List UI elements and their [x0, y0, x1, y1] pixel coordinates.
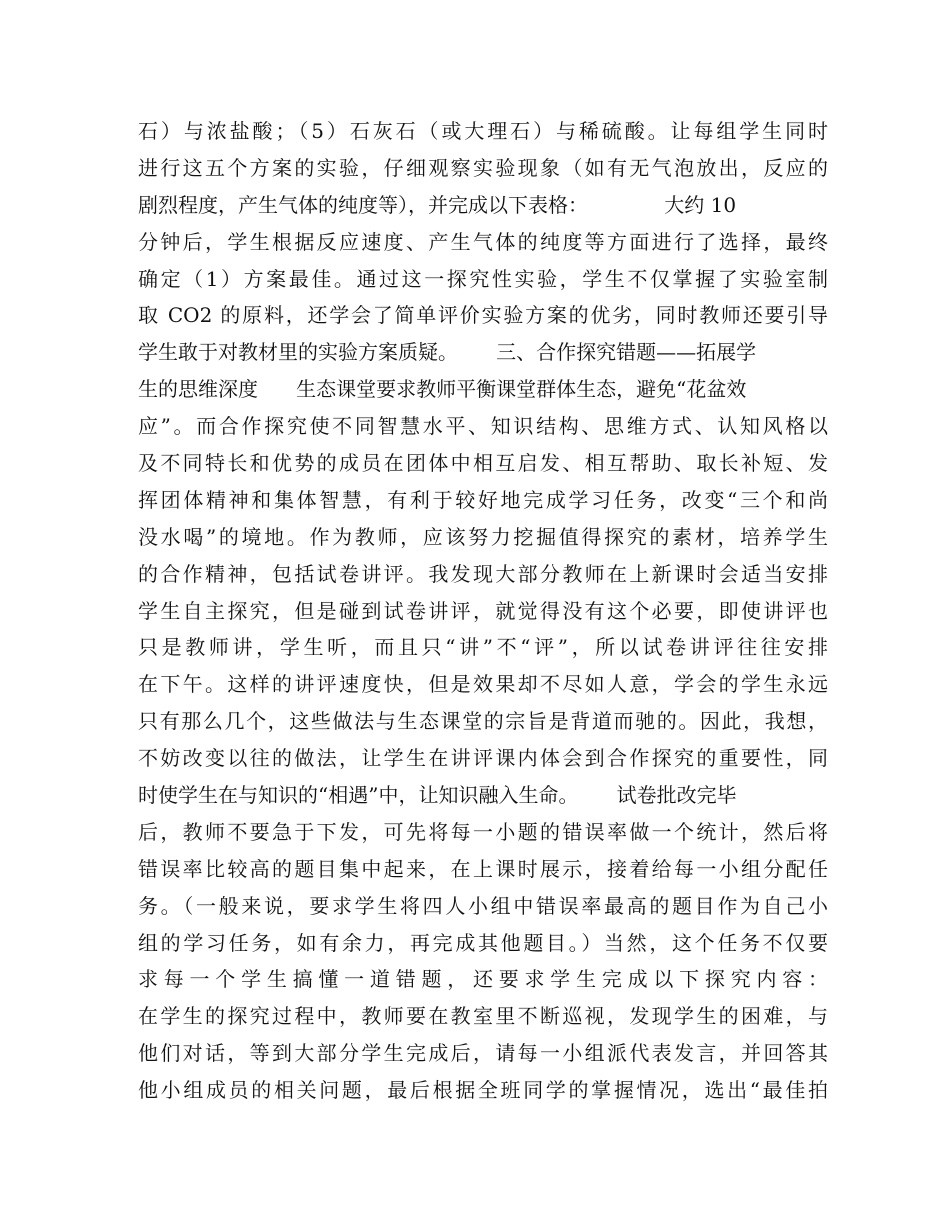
text-line: 进行这五个方案的实验，仔细观察实验现象（如有无气泡放出，反应的 — [138, 155, 828, 180]
text-line: 确定（1）方案最佳。通过这一探究性实验，学生不仅掌握了实验室制 — [138, 266, 828, 291]
text-line: 生的思维深度 生态课堂要求教师平衡课堂群体生态，避免“花盆效 — [138, 377, 747, 402]
text-line: 分钟后，学生根据反应速度、产生气体的纯度等方面进行了选择，最终 — [138, 229, 828, 254]
text-line: 挥团体精神和集体智慧，有利于较好地完成学习任务，改变“三个和尚 — [138, 487, 828, 512]
body-text — [138, 113, 828, 1109]
text-line: 学生自主探究，但是碰到试卷讲评，就觉得没有这个必要，即使讲评也 — [138, 598, 828, 623]
text-line: 组的学习任务，如有余力，再完成其他题目。）当然，这个任务不仅要 — [138, 930, 828, 955]
text-line: 及不同特长和优势的成员在团体中相互启发、相互帮助、取长补短、发 — [138, 451, 828, 476]
text-line: 只有那么几个，这些做法与生态课堂的宗旨是背道而驰的。因此，我想， — [138, 709, 828, 734]
text-line: 他们对话，等到大部分学生完成后，请每一小组派代表发言，并回答其 — [138, 1041, 828, 1066]
text-line: 的合作精神，包括试卷讲评。我发现大部分教师在上新课时会适当安排 — [138, 561, 828, 586]
text-line: 不妨改变以往的做法，让学生在讲评课内体会到合作探究的重要性，同 — [138, 746, 828, 771]
text-line: 时使学生在与知识的“相遇”中，让知识融入生命。 试卷批改完毕 — [138, 783, 737, 808]
text-line: 错误率比较高的题目集中起来，在上课时展示，接着给每一小组分配任 — [138, 856, 828, 881]
text-line: 石）与浓盐酸；（5）石灰石（或大理石）与稀硫酸。让每组学生同时 — [138, 119, 828, 143]
text-line: 后，教师不要急于下发，可先将每一小题的错误率做一个统计，然后将 — [138, 819, 828, 844]
text-line: 取 CO2 的原料，还学会了简单评价实验方案的优劣，同时教师还要引导 — [138, 303, 828, 328]
text-line: 在学生的探究过程中，教师要在教室里不断巡视，发现学生的困难，与 — [138, 1004, 828, 1029]
text-line: 学生敢于对教材里的实验方案质疑。 三、合作探究错题——拓展学 — [138, 340, 757, 365]
text-line: 应”。而合作探究使不同智慧水平、知识结构、思维方式、认知风格以 — [138, 414, 828, 439]
text-line: 求每一个学生搞懂一道错题，还要求学生完成以下探究内容： — [138, 967, 828, 992]
text-line: 只是教师讲，学生听，而且只“讲”不“评”，所以试卷讲评往往安排 — [138, 635, 828, 660]
text-line: 剧烈程度，产生气体的纯度等），并完成以下表格： 大约 10 — [138, 192, 737, 217]
text-line: 在下午。这样的讲评速度快，但是效果却不尽如人意，学会的学生永远 — [138, 672, 828, 697]
text-line: 他小组成员的相关问题，最后根据全班同学的掌握情况，选出“最佳拍 — [138, 1078, 828, 1103]
text-line: 没水喝”的境地。作为教师，应该努力挖掘值得探究的素材，培养学生 — [138, 524, 828, 549]
text-line: 务。（一般来说，要求学生将四人小组中错误率最高的题目作为自己小 — [138, 893, 828, 918]
